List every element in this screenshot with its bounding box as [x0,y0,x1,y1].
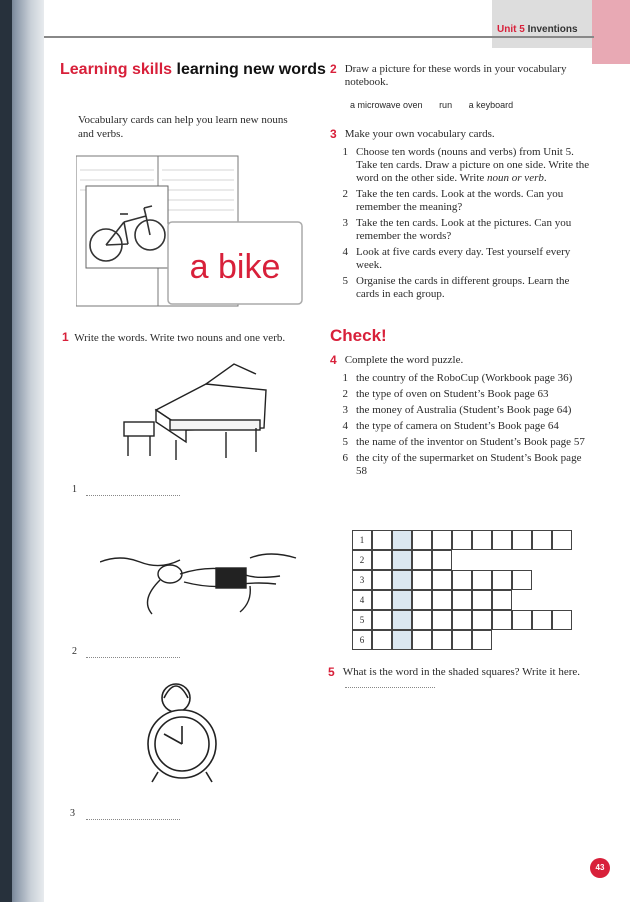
puzzle-row-number: 1 [352,530,372,550]
list-item [340,436,592,449]
puzzle-cell[interactable] [472,590,492,610]
step-number: 2 [342,188,348,200]
puzzle-cell[interactable] [432,530,452,550]
swimmer-illustration [100,540,300,620]
answer-2-line[interactable] [86,656,180,658]
puzzle-cell[interactable] [412,550,432,570]
puzzle-cell[interactable] [452,570,472,590]
check-heading: Check! [330,326,387,345]
exercise-3 [330,128,590,304]
puzzle-cell[interactable] [372,610,392,630]
list-item [340,246,590,272]
puzzle-shaded-cell[interactable] [392,550,412,570]
puzzle-cell[interactable] [492,590,512,610]
puzzle-cell[interactable] [472,610,492,630]
step-number: 4 [342,246,348,258]
puzzle-row-number: 5 [352,610,372,630]
puzzle-cell[interactable] [492,570,512,590]
puzzle-cell[interactable] [432,590,452,610]
clue-text: the type of camera on Student’s Book page 64 [356,420,559,432]
puzzle-cell[interactable] [432,630,452,650]
list-item [340,275,590,301]
puzzle-shaded-cell[interactable] [392,630,412,650]
exercise-4-clues [340,372,592,478]
list-item [340,188,590,214]
page-binding-edge [0,0,12,902]
learning-skills-title [60,60,330,79]
puzzle-row-number: 2 [352,550,372,570]
puzzle-cell[interactable] [372,630,392,650]
clue-number: 5 [342,436,348,448]
clue-number: 4 [342,420,348,432]
learning-skills-accent: Learning skills [60,61,173,78]
exercise-3-steps [340,146,590,301]
alarm-clock-illustration [136,672,236,792]
puzzle-cell[interactable] [512,530,532,550]
puzzle-cell[interactable] [512,570,532,590]
step-text: Choose ten words (nouns and verbs) from Unit 5. Take ten cards. Draw a picture on one side. Write the word on the other side. Write [356,146,590,184]
puzzle-cell[interactable] [472,630,492,650]
puzzle-cell[interactable] [452,590,472,610]
exercise-2-word: a microwave oven [350,100,423,110]
exercise-5-answer-line[interactable] [345,686,435,688]
answer-3-number: 3 [70,808,75,819]
unit-heading [497,24,578,35]
learning-skills-intro: Vocabulary cards can help you learn new nouns and verbs. [78,114,288,140]
exercise-3-text: Make your own vocabulary cards. [344,128,495,140]
page-number: 43 [590,858,610,878]
exercise-2 [330,63,570,89]
puzzle-cell[interactable] [432,610,452,630]
step-text: Take the ten cards. Look at the pictures. Can you remember the words? [356,217,572,242]
puzzle-row-number: 6 [352,630,372,650]
bike-picture-card [86,186,168,268]
step-text: Take the ten cards. Look at the words. Can you remember the meaning? [356,188,564,213]
unit-tab-accent [592,0,630,64]
puzzle-cell[interactable] [432,550,452,570]
step-number: 3 [342,217,348,229]
clue-text: the name of the inventor on Student’s Book page 57 [356,436,585,448]
puzzle-cell[interactable] [532,530,552,550]
list-item [340,217,590,243]
exercise-1-text: Write the words. Write two nouns and one verb. [74,332,286,344]
puzzle-cell[interactable] [412,630,432,650]
exercise-5-number: 5 [328,665,335,679]
puzzle-cell[interactable] [372,530,392,550]
puzzle-cell[interactable] [412,590,432,610]
clue-number: 3 [342,404,348,416]
list-item [340,146,590,185]
header-rule [44,36,594,38]
exercise-4-text: Complete the word puzzle. [344,354,464,366]
exercise-2-number: 2 [330,62,337,76]
puzzle-cell[interactable] [452,530,472,550]
step-number: 5 [342,275,348,287]
step-italic: noun or verb [487,172,544,184]
list-item [340,420,592,433]
puzzle-row-number: 3 [352,570,372,590]
puzzle-cell[interactable] [472,530,492,550]
exercise-2-word: a keyboard [468,100,514,110]
exercise-2-word: run [439,100,453,110]
puzzle-cell[interactable] [452,630,472,650]
answer-3-line[interactable] [86,818,180,820]
puzzle-row-number: 4 [352,590,372,610]
puzzle-cell[interactable] [412,610,432,630]
puzzle-cell[interactable] [412,530,432,550]
puzzle-shaded-cell[interactable] [392,530,412,550]
clue-number: 2 [342,388,348,400]
learning-skills-rest: learning new words [176,61,326,78]
puzzle-cell[interactable] [532,610,552,630]
puzzle-cell[interactable] [512,610,532,630]
exercise-2-word-list [350,100,590,110]
puzzle-cell[interactable] [372,590,392,610]
step-tail: . [543,172,547,184]
list-item [340,372,592,385]
step-text: Organise the cards in different groups. Learn the cards in each group. [356,275,570,300]
exercise-2-text: Draw a picture for these words in your vocabulary notebook. [344,63,567,88]
unit-title: Inventions [527,24,578,35]
puzzle-cell[interactable] [552,530,572,550]
puzzle-cell[interactable] [452,610,472,630]
exercise-4-number: 4 [330,353,337,367]
step-number: 1 [342,146,348,158]
puzzle-cell[interactable] [472,570,492,590]
clue-number: 6 [342,452,348,464]
unit-number: Unit 5 [497,24,525,35]
exercise-3-number: 3 [330,127,337,141]
step-text: Look at five cards every day. Test yourself every week. [356,246,571,271]
clue-text: the country of the RoboCup (Workbook page 36) [356,372,573,384]
clue-number: 1 [342,372,348,384]
answer-1-number: 1 [72,484,77,495]
exercise-5-text: What is the word in the shaded squares? Write it here. [342,666,580,678]
list-item [340,404,592,417]
clue-text: the money of Australia (Student’s Book page 64) [356,404,572,416]
list-item [340,452,592,478]
vocabulary-card-illustration [76,150,306,310]
puzzle-cell[interactable] [432,570,452,590]
clue-text: the type of oven on Student’s Book page 63 [356,388,549,400]
puzzle-cell[interactable] [372,570,392,590]
puzzle-cell[interactable] [492,610,512,630]
answer-1-line[interactable] [86,494,180,496]
exercise-5 [328,666,588,692]
piano-illustration [116,360,276,470]
puzzle-cell[interactable] [552,610,572,630]
exercise-4 [330,354,592,481]
puzzle-shaded-cell[interactable] [392,570,412,590]
puzzle-cell[interactable] [372,550,392,570]
puzzle-cell[interactable] [412,570,432,590]
answer-2-number: 2 [72,646,77,657]
exercise-1-instruction [62,331,322,345]
exercise-1-number: 1 [62,330,69,344]
word-card-text: a bike [189,248,281,286]
puzzle-shaded-cell[interactable] [392,590,412,610]
clue-text: the city of the supermarket on Student’s Book page 58 [356,452,582,477]
list-item [340,388,592,401]
puzzle-shaded-cell[interactable] [392,610,412,630]
puzzle-cell[interactable] [492,530,512,550]
